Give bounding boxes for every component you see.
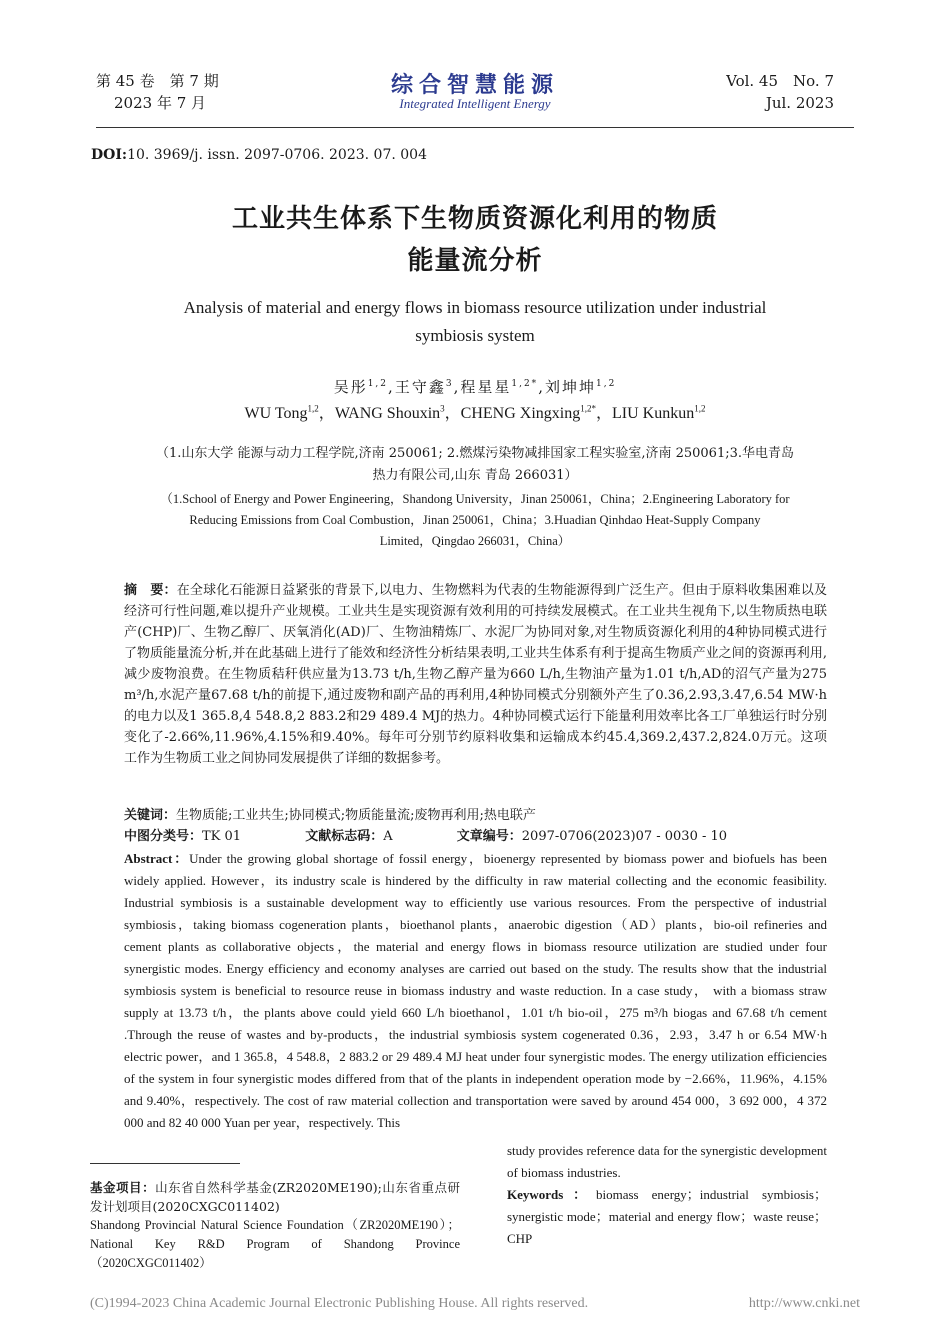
keywords-cn-text: 生物质能;工业共生;协同模式;物质能量流;废物再利用;热电联产 xyxy=(176,808,536,823)
author-affil-sup: 1,2* xyxy=(580,403,596,414)
title-cn-line1: 工业共生体系下生物质资源化利用的物质 xyxy=(231,204,718,234)
classification-line xyxy=(124,826,827,847)
abstract-cn-label: 摘 要： xyxy=(124,583,177,598)
authors-en: WU Tong$^{1,2}$，WANG Shouxin$^3$，CHENG Xingxing$^{1,2*}$，LIU Kunkun$^{1,2}$ xyxy=(244,403,706,422)
affiliation-cn xyxy=(128,443,822,487)
doi-link[interactable]: 10. 3969/j. issn. 2097-0706. 2023. 07. 004 xyxy=(127,147,427,163)
keywords-en-label: Keywords： xyxy=(507,1187,596,1202)
title-en-line1: Analysis of material and energy flows in biomass resource utilization under industrial xyxy=(183,298,767,317)
title-cn-line2: 能量流分析 xyxy=(407,246,543,276)
abstract-en xyxy=(124,848,827,1134)
footnote-rule xyxy=(90,1163,240,1164)
funding-label: 基金项目： xyxy=(90,1180,156,1195)
author-en: WU Tong xyxy=(244,405,308,422)
author-affil-sup: 1,2 xyxy=(694,403,706,414)
author-cn: 王守鑫 xyxy=(394,378,446,396)
article-number-value: 2097-0706(2023)07 - 0030 - 10 xyxy=(521,829,728,844)
journal-name-cn: 综合智慧能源 xyxy=(390,73,559,98)
keywords-cn xyxy=(124,805,827,826)
issue-date-cn: 2023 年 7 月 xyxy=(114,94,207,112)
keywords-en-text: biomass energy；industrial symbiosis；synergistic mode；material and energy flow；waste reuse；CHP xyxy=(507,1187,827,1246)
paper-title-en xyxy=(140,294,810,350)
affiliation-cn-line1: （1.山东大学 能源与动力工程学院,济南 250061; 2.燃煤污染物减排国家工程实验室,济南 250061;3.华电青岛 xyxy=(155,446,795,461)
author-en: LIU Kunkun xyxy=(612,405,695,422)
author-affil-sup: 1,2* xyxy=(511,379,539,389)
title-en-line2: symbiosis system xyxy=(415,326,535,345)
affiliation-cn-line2: 热力有限公司,山东 青岛 266031） xyxy=(372,468,578,483)
doi-label: DOI: xyxy=(91,147,128,163)
author-en: WANG Shouxin xyxy=(334,405,441,422)
clc-value: TK 01 xyxy=(202,829,242,844)
abstract-en-text: Under the growing global shortage of fossil energy，bioenergy represented by biomass power and biofuels has been widely applied. However，its industry scale is hindered by the difficulty in raw material collecting and the economic feasibility. Industrial symbiosis is a sustainable development way to efficiently use various resources. From the perspective of industrial symbiosis，taking biomass cogeneration plants，bioethanol plants，anaerobic digestion（AD）plants，bio-oil refineries and cement plants as collaborative objects，the material and energy flows in biomass resource utilization are studied under four synergistic modes. Energy efficiency and economy analyses are carried out based on the study. The results show that the industrial symbiosis system is beneficial to resource reuse in biomass industry and waste reduction. In a case study， with a biomass straw supply at 13.73 t/h，the plants above could yield 660 L/h bioethanol，1.01 t/h bio-oil，275 m³/h biogas and 67.68 t/h cement .Through the reuse of wastes and by-products，the industrial symbiosis system cogenerated 0.36，2.93，3.47 h or 6.54 MW·h electric power，and 1 365.8，4 548.8，2 883.2 or 29 489.4 MJ heat under four synergistic modes. The energy utilization efficiencies of the system in four synergistic modes differed from that of the plants in independent operation mode by −2.66%，11.96%，4.15% and 9.40%，respectively. The cost of raw material collection and transportation were saved by around 454 000，3 692 000，4 372 000 and 82 40 000 Yuan per year，respectively. This xyxy=(124,851,827,1130)
affiliation-en-line3: Limited，Qingdao 266031，China） xyxy=(379,534,571,548)
author-affil-sup: 1,2 xyxy=(307,403,319,414)
doc-code-label: 文献标志码： xyxy=(305,829,384,844)
abstract-cn xyxy=(124,580,827,769)
authors-cn: 吴彤$^{1,2}$,王守鑫$^3$,程星星$^{1,2*}$,刘坤坤$^{1,2}$ xyxy=(333,378,617,396)
funding-footnote xyxy=(90,1178,460,1273)
affiliation-en-line2: Reducing Emissions from Coal Combustion，Jinan 250061，China；3.Huadian Qinhdao Heat-Supply Company xyxy=(189,513,761,527)
issue-info-en xyxy=(726,70,834,114)
issue-volume-en: Vol. 45 No. 7 xyxy=(726,72,834,90)
author-affil-sup: 3 xyxy=(440,403,445,414)
journal-name-en: Integrated Intelligent Energy xyxy=(399,96,551,111)
keywords-en xyxy=(507,1184,827,1250)
author-cn: 程星星 xyxy=(460,378,512,396)
cnki-link[interactable]: http://www.cnki.net xyxy=(748,1296,860,1311)
paper-title-cn xyxy=(0,198,950,282)
author-cn: 刘坤坤 xyxy=(544,378,596,396)
article-number-label: 文章编号： xyxy=(456,829,522,844)
doi xyxy=(91,147,427,163)
abstract-en-label: Abstract： xyxy=(124,851,190,866)
author-en: CHENG Xingxing xyxy=(460,405,581,422)
affiliation-en-line1: （1.School of Energy and Power Engineering，Shandong University，Jinan 250061，China；2.Engineering Laboratory for xyxy=(160,492,790,506)
doc-code-value: A xyxy=(383,829,393,844)
author-affil-sup: 3 xyxy=(445,379,454,389)
issue-date-en: Jul. 2023 xyxy=(765,94,834,112)
abstract-en-tail: study provides reference data for the synergistic development of biomass industries. xyxy=(507,1143,827,1180)
copyright-text: (C)1994-2023 China Academic Journal Electronic Publishing House. All rights reserved. xyxy=(90,1296,589,1311)
header-rule xyxy=(96,127,854,128)
abstract-cn-text: 在全球化石能源日益紧张的背景下,以电力、生物燃料为代表的生物能源得到广泛生产。但由于原料收集困难以及经济可行性问题,难以提升产业规模。工业共生是实现资源有效利用的可持续发展模式。在工业共生视角下,以生物质热电联产(CHP)厂、生物乙醇厂、厌氧消化(AD)厂、生物油精炼厂、水泥厂为协同对象,对生物质资源化利用的4种协同模式进行了物质能量流分析,并在此基础上进行了能效和经济性分析结果表明,工业共生体系有利于提高生物质产业之间的资源再利用,减少废物浪费。在生物质秸秆供应量为13.73 t/h,生物乙醇产量为660 L/h,生物油产量为1.01 t/h,AD的沼气产量为275 m³/h,水泥产量67.68 t/h的前提下,通过废物和副产品的再利用,4种协同模式分别额外产生了0.36,2.93,3.47,6.54 MW·h的电力以及1 365.8,4 548.8,2 883.2和29 489.4 MJ的热力。4种协同模式运行下能量利用效率比各工厂单独运行时分别变化了-2.66%,11.96%,4.15%和9.40%。每年可分别节约原料收集和运输成本约45.4,369.2,437.2,824.0万元。这项工作为生物质工业之间协同发展提供了详细的数据参考。 xyxy=(124,583,827,766)
funding-text-cn: 山东省自然科学基金(ZR2020ME190);山东省重点研发计划项目(2020CXGC011402) xyxy=(90,1180,460,1214)
clc-label: 中图分类号： xyxy=(124,829,203,844)
issue-volume-cn: 第 45 卷 第 7 期 xyxy=(96,72,219,90)
affiliation-en xyxy=(128,489,822,552)
author-affil-sup: 1,2 xyxy=(595,379,617,389)
author-cn: 吴彤 xyxy=(333,378,368,396)
funding-text-en: Shandong Provincial Natural Science Foundation（ZR2020ME190）；National Key R&D Program of Shandong Province（2020CXGC011402） xyxy=(90,1218,460,1270)
copyright-footer xyxy=(90,1296,860,1312)
keywords-cn-label: 关键词： xyxy=(124,808,177,823)
author-affil-sup: 1,2 xyxy=(367,379,389,389)
